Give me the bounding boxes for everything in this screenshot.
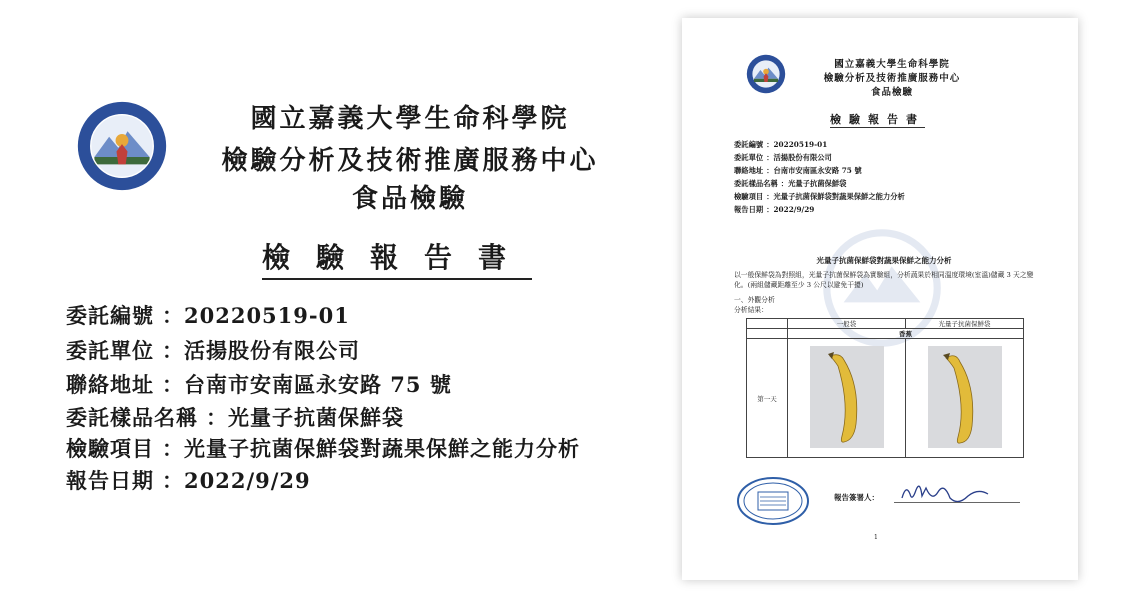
division-name: 食品檢驗	[351, 184, 468, 214]
field-label: 委託單位	[66, 338, 154, 363]
field-commission-number	[66, 300, 350, 330]
field-value: ：活揚股份有限公司	[766, 153, 832, 162]
field-value: ：2022/9/29	[766, 205, 815, 214]
official-stamp-icon	[736, 476, 810, 526]
field-client	[66, 335, 360, 365]
field-value: ：光量子抗菌保鮮袋對蔬果保鮮之能力分析	[162, 436, 580, 461]
results-table	[746, 318, 1024, 458]
field-value: ：活揚股份有限公司	[162, 338, 360, 363]
center-name: 檢驗分析及技術推廣服務中心	[221, 146, 599, 176]
banana-photo-quantum	[928, 346, 1002, 448]
field-label: 聯絡地址	[734, 166, 764, 175]
field-report-date	[734, 205, 814, 215]
field-label: 委託編號	[734, 140, 764, 149]
field-value: ：光量子抗菌保鮮袋	[206, 405, 404, 430]
center-name: 檢驗分析及技術推廣服務中心	[823, 73, 961, 84]
field-label: 檢驗項目	[734, 192, 764, 201]
handwritten-signature-icon	[896, 476, 992, 510]
field-label: 聯絡地址	[66, 372, 154, 397]
field-client	[734, 153, 832, 163]
table-header-normal-bag: 一般袋	[788, 319, 906, 329]
field-label: 委託樣品名稱	[66, 405, 198, 430]
row-label-day-one: 第一天	[747, 339, 788, 458]
field-value: ：光量子抗菌保鮮袋	[780, 179, 847, 188]
field-value: ：2022/9/29	[162, 468, 311, 493]
photo-cell-quantum	[906, 339, 1024, 458]
table-corner-cell	[747, 319, 788, 329]
report-title: 檢驗報告書	[262, 236, 532, 280]
university-seal-icon	[746, 54, 786, 94]
field-label: 報告日期	[734, 205, 764, 214]
field-value: ：台南市安南區永安路 75 號	[766, 166, 862, 175]
field-value: ：台南市安南區永安路 75 號	[162, 372, 452, 397]
field-report-date	[66, 465, 311, 495]
signature-line	[894, 502, 1020, 503]
table-header-quantum-bag: 光量子抗菌保鮮袋	[906, 319, 1024, 329]
field-label: 委託單位	[734, 153, 764, 162]
field-commission-number	[734, 140, 827, 150]
field-label: 委託樣品名稱	[734, 179, 778, 188]
subsection-heading: 一、外觀分析	[734, 296, 775, 304]
field-address	[734, 166, 862, 176]
institute-name: 國立嘉義大學生命科學院	[834, 59, 950, 70]
division-name: 食品檢驗	[870, 87, 913, 98]
results-label: 分析結果：	[734, 306, 768, 314]
institute-name: 國立嘉義大學生命科學院	[250, 104, 570, 134]
report-page	[682, 18, 1078, 580]
table-row	[747, 339, 1024, 458]
field-test-item	[734, 192, 905, 202]
field-sample-name	[734, 179, 846, 189]
banana-photo-normal	[810, 346, 884, 448]
field-label: 委託編號	[66, 303, 154, 328]
field-value: ：光量子抗菌保鮮袋對蔬果保鮮之能力分析	[766, 192, 905, 201]
table-header-row	[747, 319, 1024, 329]
field-test-item	[66, 433, 580, 463]
signer-label: 報告簽署人：	[834, 493, 879, 502]
report-title: 檢驗報告書	[830, 113, 925, 126]
table-category-row	[747, 329, 1024, 339]
field-value: ：20220519-01	[162, 303, 350, 328]
section-title: 光量子抗菌保鮮袋對蔬果保鮮之能力分析	[816, 256, 952, 265]
field-sample-name	[66, 402, 404, 432]
field-address	[66, 369, 452, 399]
intro-paragraph: 以一般保鮮袋為對照組，光量子抗菌保鮮袋為實驗組，分析蔬果於相同溫度環境(室溫)儲藏 3 天之變化。(兩組儲藏距離至少 3 公尺以避免干擾)	[734, 271, 1034, 289]
field-value: ：20220519-01	[766, 140, 828, 149]
table-category-corner	[747, 329, 788, 339]
field-label: 檢驗項目	[66, 436, 154, 461]
field-label: 報告日期	[66, 468, 154, 493]
photo-cell-normal	[788, 339, 906, 458]
page-number: 1	[874, 534, 878, 541]
table-category-banana: 香蕉	[788, 329, 1024, 339]
university-seal-icon	[76, 100, 168, 192]
